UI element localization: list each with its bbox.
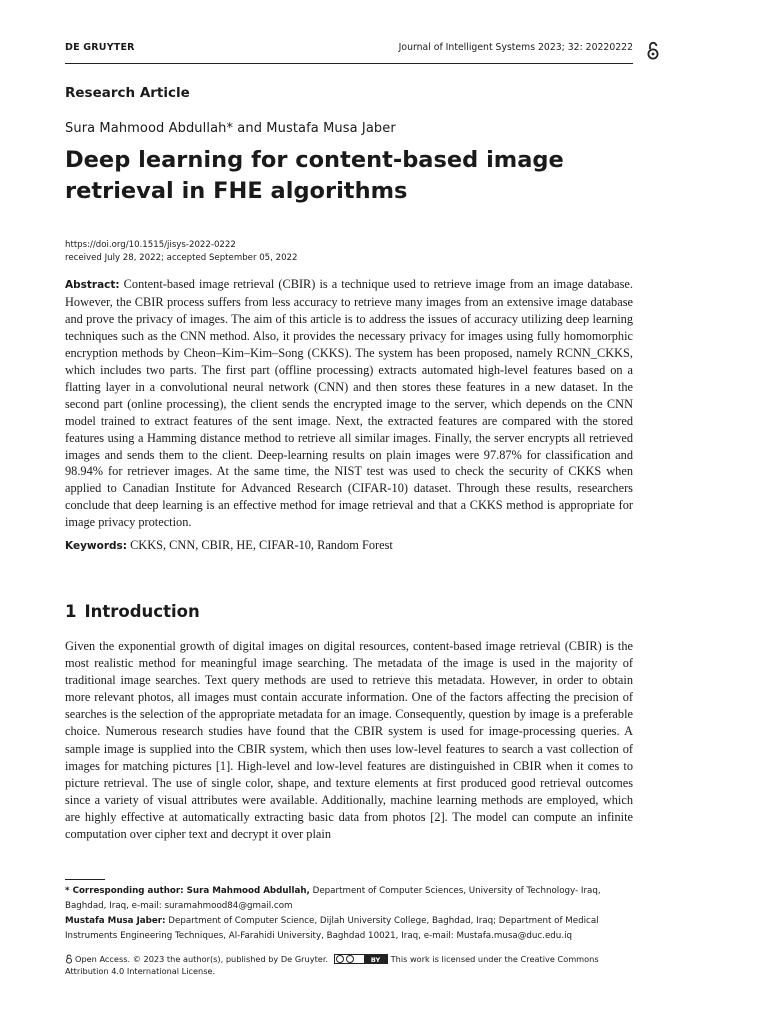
section-number: 1	[65, 602, 77, 621]
footnote-divider	[65, 879, 105, 880]
abstract-text: Content-based image retrieval (CBIR) is a technique used to retrieve image from an image database. However, the CBIR process suffers from less accuracy to retrieve many images from an extensive image database and prove the privacy of images. The aim of this article is to address the issues of accuracy utilizing deep learning techniques such as the CNN method. Also, it provides the necessary privacy for images using fully homomorphic encryption methods by Cheon–Kim–Kim–Song (CKKS). The system has been proposed, namely RCNN_CKKS, which includes two parts. The first part (offline processing) extracts automated high-level features based on a flatting layer in a convolutional neural network (CNN) and then stores these features in a new dataset. In the second part (online processing), the client sends the encrypted image to the server, which depends on the CNN model trained to extract features of the sent image. Next, the extracted features are compared with the stored features using a Hamming distance method to retrieve all similar images. Finally, the server encrypts all retrieved images and sends them to the client. Deep-learning results on plain images were 97.87% for classification and 98.94% for retriever images. At the same time, the NIST test was used to check the security of CKKS when applied to Canadian Institute for Advanced Research (CIFAR-10) dataset. Through these results, researchers conclude that deep learning is an effective method for image retrieval and that a CKKS method is appropriate for image privacy protection.	[65, 277, 633, 530]
second-author-label: Mustafa Musa Jaber:	[65, 916, 166, 926]
article-title: Deep learning for content-based image retrieval in FHE algorithms	[65, 147, 564, 204]
corresponding-author-text: Department of Computer Sciences, University of Technology- Iraq, Baghdad, Iraq, e-mail: suramahmood84@gmail.com	[65, 886, 601, 911]
abstract-label: Abstract:	[65, 279, 120, 291]
second-author-text: Department of Computer Science, Dijlah University College, Baghdad, Iraq; Department of Medical Instruments Engineering Techniques, Al-Farahidi University, Baghdad 10021, Iraq, e-mail: Mustafa.musa@duc.edu.iq	[65, 916, 599, 941]
article-type: Research Article	[65, 85, 190, 101]
section-title: Introduction	[84, 602, 200, 621]
doi-link[interactable]: https://doi.org/10.1515/jisys-2022-0222	[65, 240, 236, 250]
section-heading	[65, 602, 200, 621]
journal-citation: Journal of Intelligent Systems 2023; 32: 20220222	[398, 42, 633, 53]
abstract	[65, 276, 633, 531]
corresponding-author-label: * Corresponding author: Sura Mahmood Abdullah,	[65, 886, 310, 896]
license-text: This work is licensed under the Creative Commons Attribution 4.0 International License.	[65, 954, 599, 976]
keywords-text: CKKS, CNN, CBIR, HE, CIFAR-10, Random Forest	[130, 538, 393, 552]
keywords	[65, 537, 633, 555]
license-statement	[65, 954, 640, 977]
article-authors: Sura Mahmood Abdullah* and Mustafa Musa Jaber	[65, 121, 396, 136]
open-access-small-icon	[65, 954, 73, 964]
author-footnotes	[65, 884, 640, 944]
article-metadata	[65, 239, 297, 265]
running-header	[65, 41, 633, 64]
cc-by-label: BY	[370, 955, 380, 964]
keywords-label: Keywords:	[65, 540, 127, 552]
license-prefix: Open Access. © 2023 the author(s), published by De Gruyter.	[75, 954, 329, 964]
introduction-text: Given the exponential growth of digital images on digital resources, content-based image retrieval (CBIR) is the most realistic method for meaningful image searching. The metadata of the image is used in the majority of traditional image searches. Text query methods are used to retrieve this metadata. However, in order to obtain more relevant photos, all images must contain accurate information. One of the factors affecting the precision of searches is the selection of the appropriate metadata for an image. Consequently, question by image is a preferable choice. Numerous research studies have found that the CBIR system is used for image-processing queries. A sample image is supplied into the CBIR system, which then uses low-level features to search a vast collection of images for matching pictures [1]. High-level and low-level features are distinguished in CBIR when it comes to picture retrieval. The use of single color, shape, and texture elements at first produced good retrieval outcomes since a variety of visual attributes were available. Additionally, machine learning methods are employed, which are highly effective at automatically extracting basic data from photos [2]. The model can compute an infinite computation over cipher text and decrypt it over plain	[65, 639, 633, 842]
open-access-icon	[646, 40, 660, 62]
publisher-name: DE GRUYTER	[65, 42, 135, 53]
cc-by-badge-icon[interactable]	[334, 954, 388, 964]
article-dates: received July 28, 2022; accepted September 05, 2022	[65, 253, 298, 263]
